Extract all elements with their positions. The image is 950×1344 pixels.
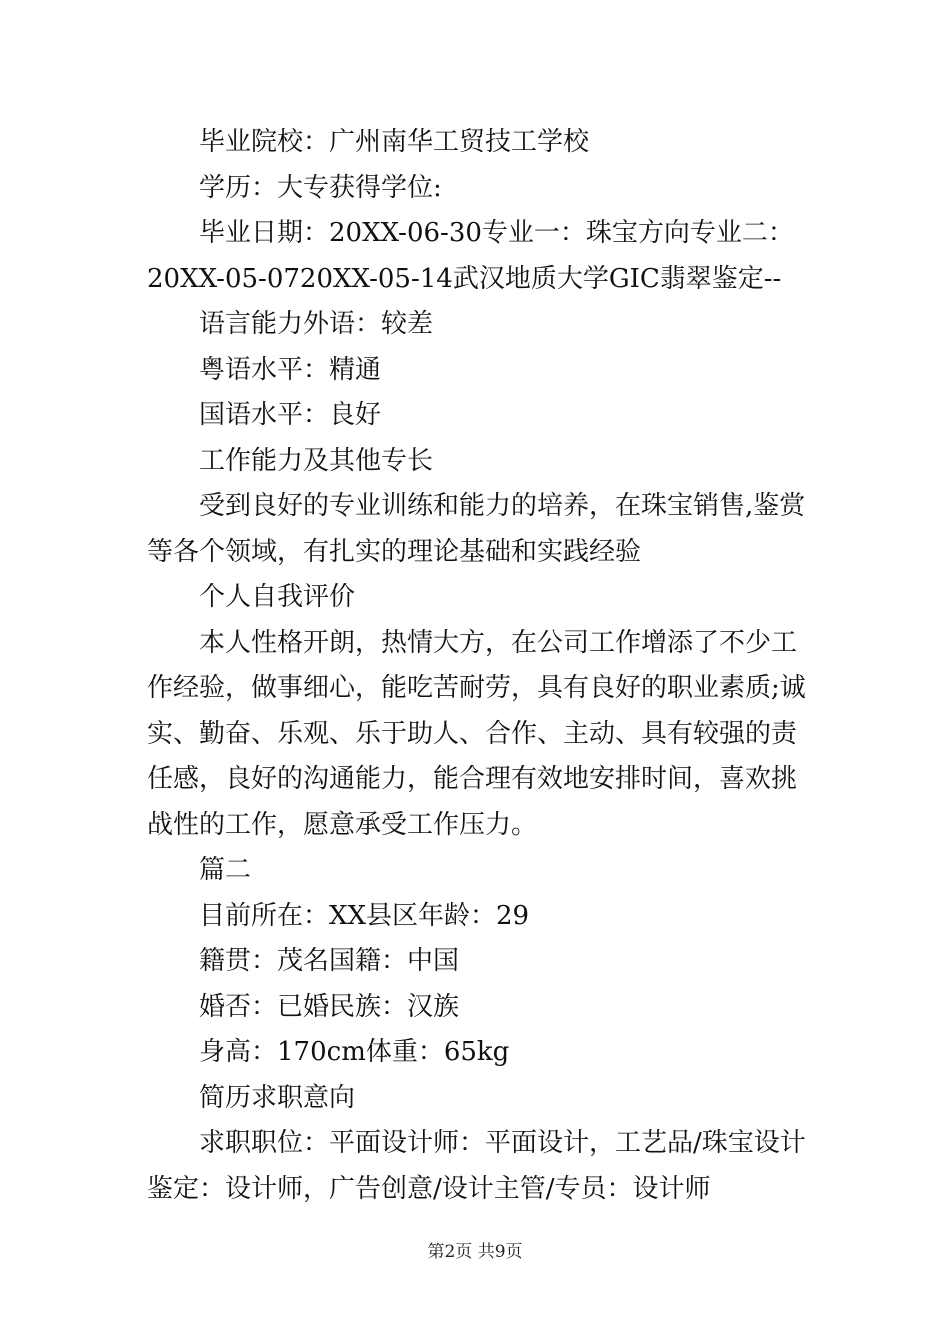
section-heading-self-evaluation: 个人自我评价 — [199, 582, 356, 612]
text-line-location-age: 目前所在：XX县区年龄：29 — [199, 900, 530, 931]
text-line-evaluation-5: 战性的工作，愿意承受工作压力。 — [147, 809, 538, 840]
section-heading-work-abilities: 工作能力及其他专长 — [199, 445, 434, 476]
text-line-abilities-1: 受到良好的专业训练和能力的培养，在珠宝销售,鉴赏 — [199, 491, 806, 521]
text-line-hometown-nationality: 籍贯：茂名国籍：中国 — [199, 946, 460, 976]
text-line-height-weight: 身高：170cm体重：65kg — [199, 1037, 510, 1067]
text-line-education: 学历：大专获得学位: — [199, 172, 442, 203]
document-body — [147, 120, 812, 1212]
text-line-evaluation-1: 本人性格开朗，热情大方，在公司工作增添了不少工 — [199, 627, 798, 658]
text-line-graduation-date: 毕业日期：20XX-06-30专业一：珠宝方向专业二： — [199, 218, 794, 248]
text-line-evaluation-2: 作经验，做事细心，能吃苦耐劳，具有良好的职业素质;诚 — [147, 673, 806, 703]
section-heading-job-intention: 简历求职意向 — [199, 1082, 356, 1113]
text-line-abilities-2: 等各个领域，有扎实的理论基础和实践经验 — [147, 536, 642, 567]
section-heading-part-two: 篇二 — [199, 855, 252, 885]
text-line-marital-ethnicity: 婚否：已婚民族：汉族 — [199, 991, 460, 1022]
text-line-job-position-2: 鉴定：设计师，广告创意/设计主管/专员：设计师 — [147, 1173, 711, 1204]
page-number-footer: 第2页 共9页 — [427, 1242, 523, 1262]
text-line-job-position-1: 求职职位：平面设计师：平面设计，工艺品/珠宝设计 — [199, 1128, 806, 1158]
text-line-mandarin: 国语水平：良好 — [199, 400, 382, 430]
text-line-foreign-language: 语言能力外语：较差 — [199, 309, 434, 339]
text-line-evaluation-4: 任感，良好的沟通能力，能合理有效地安排时间，喜欢挑 — [147, 764, 798, 794]
text-line-graduated-school: 毕业院校：广州南华工贸技工学校 — [199, 127, 590, 157]
text-line-certificate: 20XX-05-0720XX-05-14武汉地质大学GIC翡翠鉴定-- — [147, 263, 782, 294]
text-line-cantonese: 粤语水平：精通 — [199, 354, 382, 385]
text-line-evaluation-3: 实、勤奋、乐观、乐于助人、合作、主动、具有较强的责 — [147, 718, 798, 749]
